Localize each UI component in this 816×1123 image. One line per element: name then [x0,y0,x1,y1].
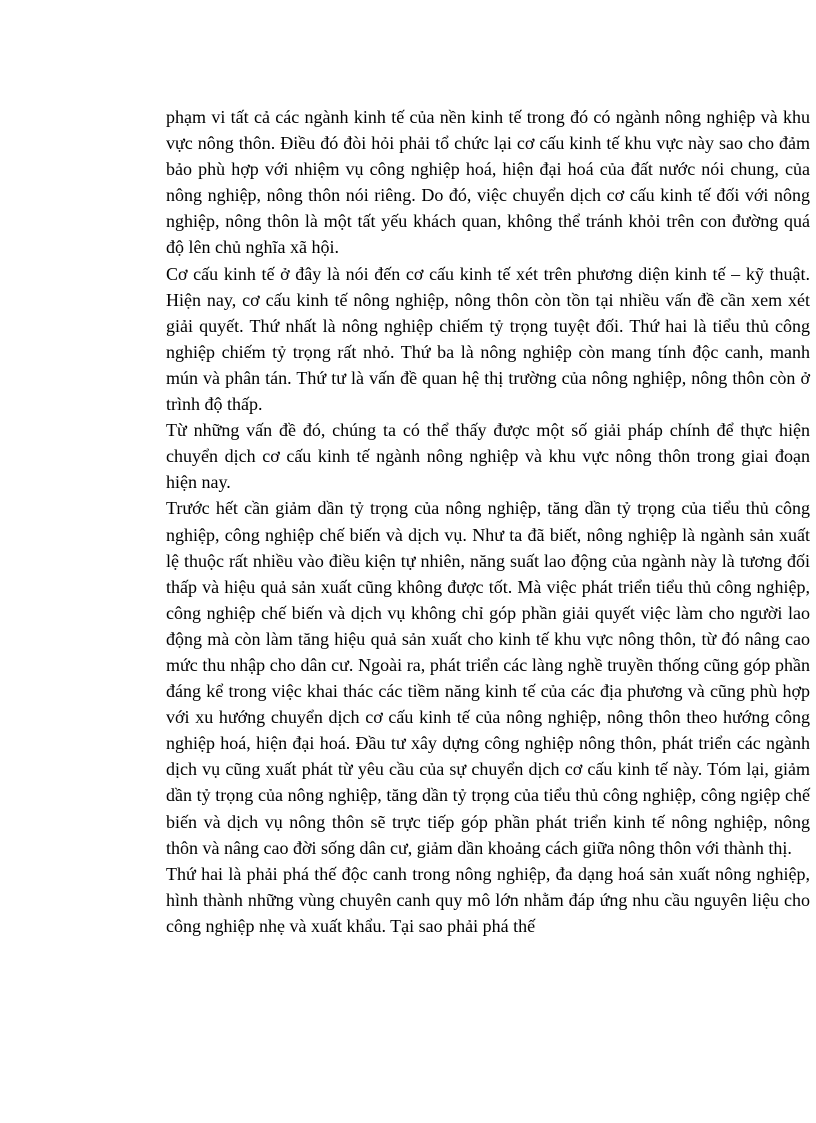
paragraph-3: Từ những vấn đề đó, chúng ta có thể thấy được một số giải pháp chính để thực hiện chuyển dịch cơ cấu kinh tế ngành nông nghiệp và khu vực nông thôn trong giai đoạn hiện nay. [166,420,810,493]
paragraph-2: Cơ cấu kinh tế ở đây là nói đến cơ cấu kinh tế xét trên phương diện kinh tế – kỹ thuật. Hiện nay, cơ cấu kinh tế nông nghiệp, nông thôn còn tồn tại nhiều vấn đề cần xem xét giải quyết. Thứ nhất là nông nghiệp chiếm tỷ trọng tuyệt đối. Thứ hai là tiểu thủ công nghiệp chiếm tỷ trọng rất nhỏ. Thứ ba là nông nghiệp còn mang tính độc canh, manh mún và phân tán. Thứ tư là vấn đề quan hệ thị trường của nông nghiệp, nông thôn còn ở trình độ thấp. [166,263,810,415]
paragraph-1: phạm vi tất cả các ngành kinh tế của nền kinh tế trong đó có ngành nông nghiệp và khu vực nông thôn. Điều đó đòi hỏi phải tổ chức lại cơ cấu kinh tế khu vực này sao cho đảm bảo phù hợp với nhiệm vụ công nghiệp hoá, hiện đại hoá của đất nước nói chung, của nông nghiệp, nông thôn nói riêng. Do đó, việc chuyển dịch cơ cấu kinh tế đối với nông nghiệp, nông thôn là một tất yếu khách quan, không thể tránh khỏi trên con đường quá độ lên chủ nghĩa xã hội. [166,107,810,258]
paragraph-4: Trước hết cần giảm dần tỷ trọng của nông nghiệp, tăng dần tỷ trọng của tiểu thủ công nghiệp, công nghiệp chế biến và dịch vụ. Như ta đã biết, nông nghiệp là ngành sản xuất lệ thuộc rất nhiều vào điều kiện tự nhiên, năng suất lao động của ngành này là tương đối thấp và hiệu quả sản xuất cũng không được tốt. Mà việc phát triển tiểu thủ công nghiệp, công nghiệp chế biến và dịch vụ không chỉ góp phần giải quyết việc làm cho người lao động mà còn làm tăng hiệu quả sản xuất cho kinh tế khu vực nông thôn, từ đó nâng cao mức thu nhập cho dân cư. Ngoài ra, phát triển các làng nghề truyền thống cũng góp phần đáng kể trong việc khai thác các tiềm năng kinh tế của các địa phương và cũng phù hợp với xu hướng chuyển dịch cơ cấu kinh tế của nông nghiệp, nông thôn theo hướng công nghiệp hoá, hiện đại hoá. Đầu tư xây dựng công nghiệp nông thôn, phát triển các ngành dịch vụ cũng xuất phát từ yêu cầu của sự chuyển dịch cơ cấu kinh tế này. Tóm lại, giảm dần tỷ trọng của nông nghiệp, tăng dần tỷ trọng của tiểu thủ công nghiệp, công ngiệp chế biến và dịch vụ nông thôn sẽ trực tiếp góp phần phát triển kinh tế nông nghiệp, nông thôn và nâng cao đời sống dân cư, giảm dần khoảng cách giữa nông thôn với thành thị. [166,498,810,858]
paragraph-5: Thứ hai là phải phá thế độc canh trong nông nghiệp, đa dạng hoá sản xuất nông nghiệp, hình thành những vùng chuyên canh quy mô lớn nhằm đáp ứng nhu cầu nguyên liệu cho công nghiệp nhẹ và xuất khẩu. Tại sao phải phá thế [166,863,810,936]
document-page [166,104,810,939]
